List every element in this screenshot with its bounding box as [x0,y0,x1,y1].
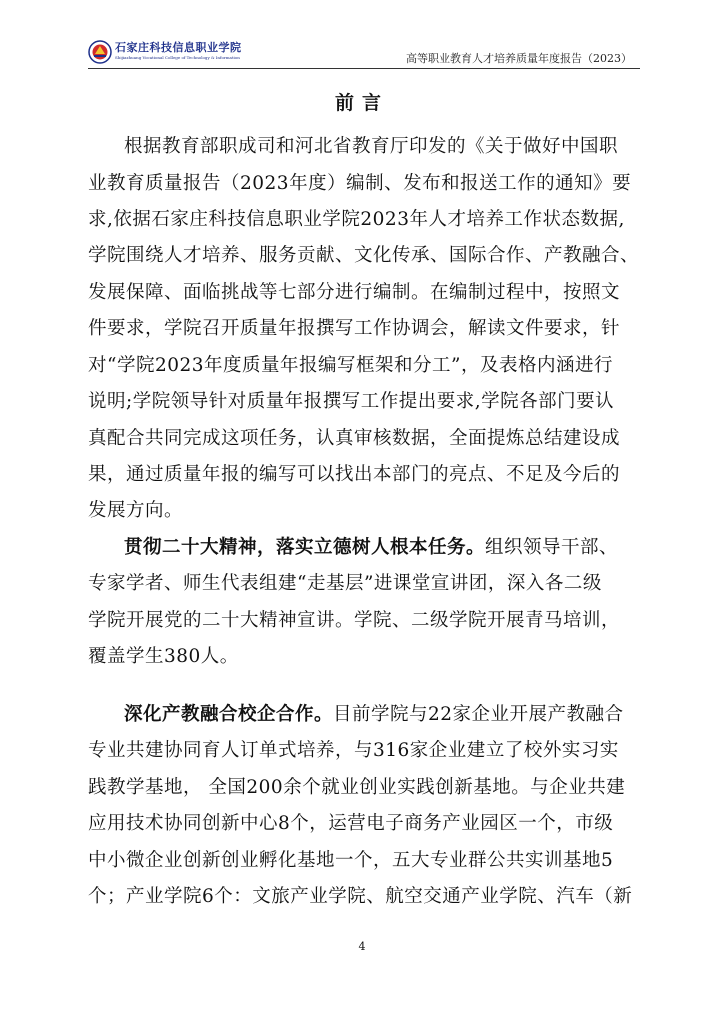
paragraph-line: 业教育质量报告（2023年度）编制、发布和报送工作的通知》要 [88,173,632,194]
paragraph-line: 应用技术协同创新中心8个，运营电子商务产业园区一个，市级 [88,813,614,834]
college-emblem-icon [88,40,112,64]
paragraph-line [124,535,618,561]
section-heading: 贯彻二十大精神，落实立德树人根本任务。 [124,537,486,558]
section-heading: 深化产教融合校企合作。 [124,704,334,725]
header-divider [88,68,640,69]
paragraph-line: 个；产业学院6个：文旅产业学院、航空交通产业学院、汽车（新 [88,886,633,907]
paragraph-line: 践教学基地， 全国200余个就业创业实践创新基地。与企业共建 [88,777,626,798]
paragraph-line: 发展保障、面临挑战等七部分进行编制。在编制过程中，按照文 [88,282,621,303]
report-title: 高等职业教育人才培养质量年度报告（2023） [406,52,632,65]
paragraph-line: 根据教育部职成司和河北省教育厅印发的《关于做好中国职 [124,136,619,157]
paragraph-line [124,702,624,728]
paragraph-line: 发展方向。 [88,500,184,521]
paragraph-line: 覆盖学生380人。 [88,646,239,667]
paragraph-line: 件要求，学院召开质量年报撰写工作协调会，解读文件要求，针 [88,318,621,339]
page-header [88,40,640,70]
paragraph-line: 中小微企业创新创业孵化基地一个，五大专业群公共实训基地5 [88,850,614,871]
logo-text-cn: 石家庄科技信息职业学院 [115,41,242,54]
paragraph-text: 目前学院与22家企业开展产教融合 [333,704,624,725]
paragraph-line: 专业共建协同育人订单式培养，与316家企业建立了校外实习实 [88,740,619,761]
paragraph-line: 专家学者、师生代表组建“走基层”进课堂宣讲团，深入各二级 [88,573,602,594]
paragraph-text: 组织领导干部、 [485,537,619,558]
college-logo [88,40,258,66]
paragraph-line: 对“学院2023年度质量年报编写框架和分工”，及表格内涵进行 [88,355,613,376]
paragraph-line: 果，通过质量年报的编写可以找出本部门的亮点、不足及今后的 [88,464,621,485]
logo-text-en: Shijiazhuang Vocational College of Technology & Information [115,55,240,60]
paragraph-line: 说明;学院领导针对质量年报撰写工作提出要求,学院各部门要认 [88,391,615,412]
paragraph-line: 真配合共同完成这项任务，认真审核数据，全面提炼总结建设成 [88,428,621,449]
page-number: 4 [358,940,366,953]
page-title: 前言 [334,92,389,114]
paragraph-line: 求,依据石家庄科技信息职业学院2023年人才培养工作状态数据, [88,209,625,230]
paragraph-line: 学院开展党的二十大精神宣讲。学院、二级学院开展青马培训， [88,610,621,631]
paragraph-line: 学院围绕人才培养、服务贡献、文化传承、国际合作、产教融合、 [88,245,640,266]
